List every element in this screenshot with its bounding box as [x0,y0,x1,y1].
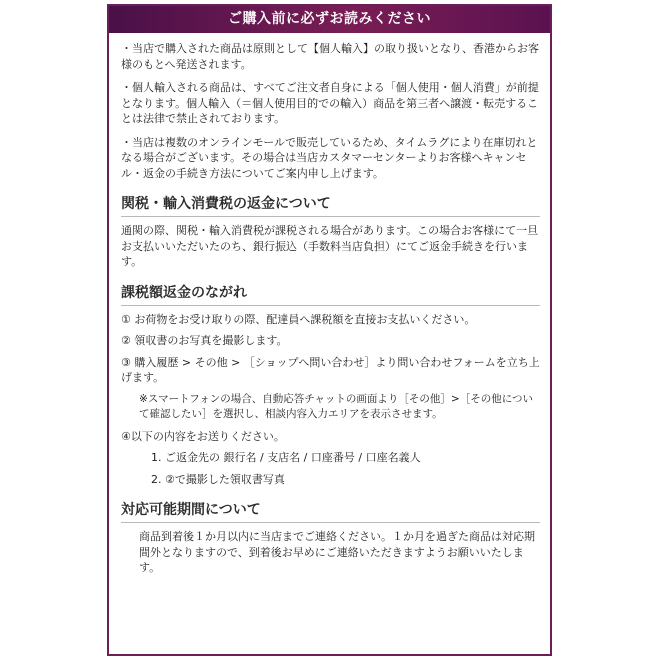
refund-step-2: ② 領収書のお写真を撮影します。 [121,334,288,347]
refund-step-3-note: ※スマートフォンの場合、自動応答チャットの画面より［その他］>［その他について確認したい］を選択し、相談内容入力エリアを表示させます。 [139,392,534,420]
refund-step-3: ③ 購入履歴 > その他 > ［ショップへ問い合わせ］より問い合わせフォームを立ち上げます。 [121,355,540,384]
tax-refund-body: 通関の際、関税・輸入消費税が課税される場合があります。この場合お客様にて一旦お支払いいただいたのち、銀行振込（手数料当店負担）にてご返金手続きを行います。 [121,224,539,268]
notice-panel [107,4,552,656]
period-body: 商品到着後１か月以内に当店までご連絡ください。１か月を過ぎた商品は対応期間外となりますので、到着後お早めにご連絡いただきますようお願いいたします。 [139,530,535,574]
section-heading-refund-flow: 課税額返金のながれ [121,282,540,306]
refund-step-4: ④以下の内容をお送りください。 [121,429,285,443]
notice-item: ・個人輸入される商品は、すべてご注文者自身による「個人使用・個人消費」が前提となります。個人輸入（＝個人使用目的での輸入）商品を第三者へ譲渡・転売することは法律で禁止されております。 [121,81,539,125]
notice-item: ・当店は複数のオンラインモールで販売しているため、タイムラグにより在庫切れとなる場合がございます。その場合は当店カスタマーセンターよりお客様へキャンセル・返金の手続き方法についてご案内申し上げます。 [121,135,538,180]
notice-banner: ご購入前に必ずお読みください [109,6,550,33]
refund-step-1: ① お荷物をお受け取りの際、配達員へ課税額を直接お支払いください。 [121,312,476,326]
notice-item: ・当店で購入された商品は原則として【個人輸入】の取り扱いとなり、香港からお客様のもとへ発送されます。 [121,42,539,71]
section-heading-tax-refund: 関税・輸入消費税の返金について [121,193,540,217]
refund-step-4-item-1: 1. ご返金先の 銀行名 / 支店名 / 口座番号 / 口座名義人 [151,451,421,464]
notice-content [109,33,550,576]
refund-step-4-item-2: 2. ②で撮影した領収書写真 [151,472,285,486]
section-heading-period: 対応可能期間について [121,499,540,523]
